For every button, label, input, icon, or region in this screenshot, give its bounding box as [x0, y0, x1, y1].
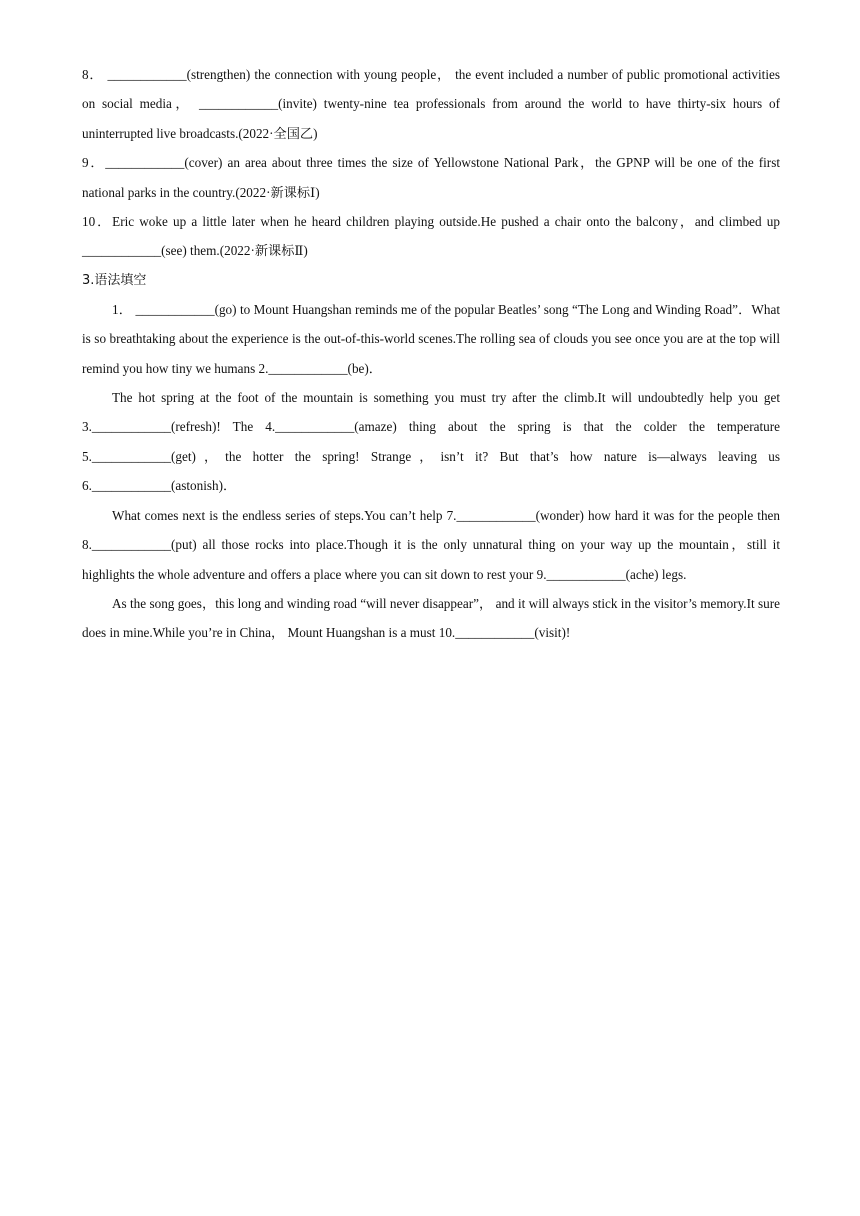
document-page [82, 60, 780, 648]
passage-paragraph-4: As the song goes，this long and winding road “will never disappear”， and it will always stick in the visitor’s memory.It sure does in mine.While you’re in China， Mount Huangshan is a must 10.____________(visit)! [82, 595, 780, 641]
passage-paragraph-3: What comes next is the endless series of steps.You can’t help 7.____________(wonder) how hard it was for the people then 8.____________(put) all those rocks into place.Though it is the only unnatural thing on your way up the mountain，still it highlights the whole adventure and offers a place where you can sit down to rest your 9.____________(ache) legs. [82, 507, 780, 582]
section-heading: 3.语法填空 [82, 272, 147, 288]
passage-paragraph-2: The hot spring at the foot of the mountain is something you must try after the climb.It will undoubtedly help you get 3.____________(refresh)! The 4.____________(amaze) thing about the spring is that the colder the temperature 5.____________(get)，the hotter the spring! Strange，isn’t it? But that’s how nature is—always leaving us 6.____________(astonish)． [82, 390, 780, 494]
exercise-item-9: 9．____________(cover) an area about three times the size of Yellowstone National Park，the GPNP will be one of the first national parks in the country.(2022·新课标Ⅰ) [82, 155, 780, 200]
exercise-item-8: 8． ____________(strengthen) the connection with young people， the event included a number of public promotional activities on social media， ____________(invite) twenty-nine tea professionals from around the world to have thirty-six hours of uninterrupted live broadcasts.(2022·全国乙) [82, 67, 780, 141]
exercise-item-10: 10．Eric woke up a little later when he heard children playing outside.He pushed a chair onto the balcony，and climbed up ____________(see) them.(2022·新课标Ⅱ) [82, 214, 780, 259]
passage-paragraph-1: 1． ____________(go) to Mount Huangshan reminds me of the popular Beatles’ song “The Long and Winding Road”．What is so breathtaking about the experience is the out-of-this-world scenes.The rolling sea of clouds you see once you are at the top will remind you how tiny we humans 2.____________(be)． [82, 301, 780, 376]
